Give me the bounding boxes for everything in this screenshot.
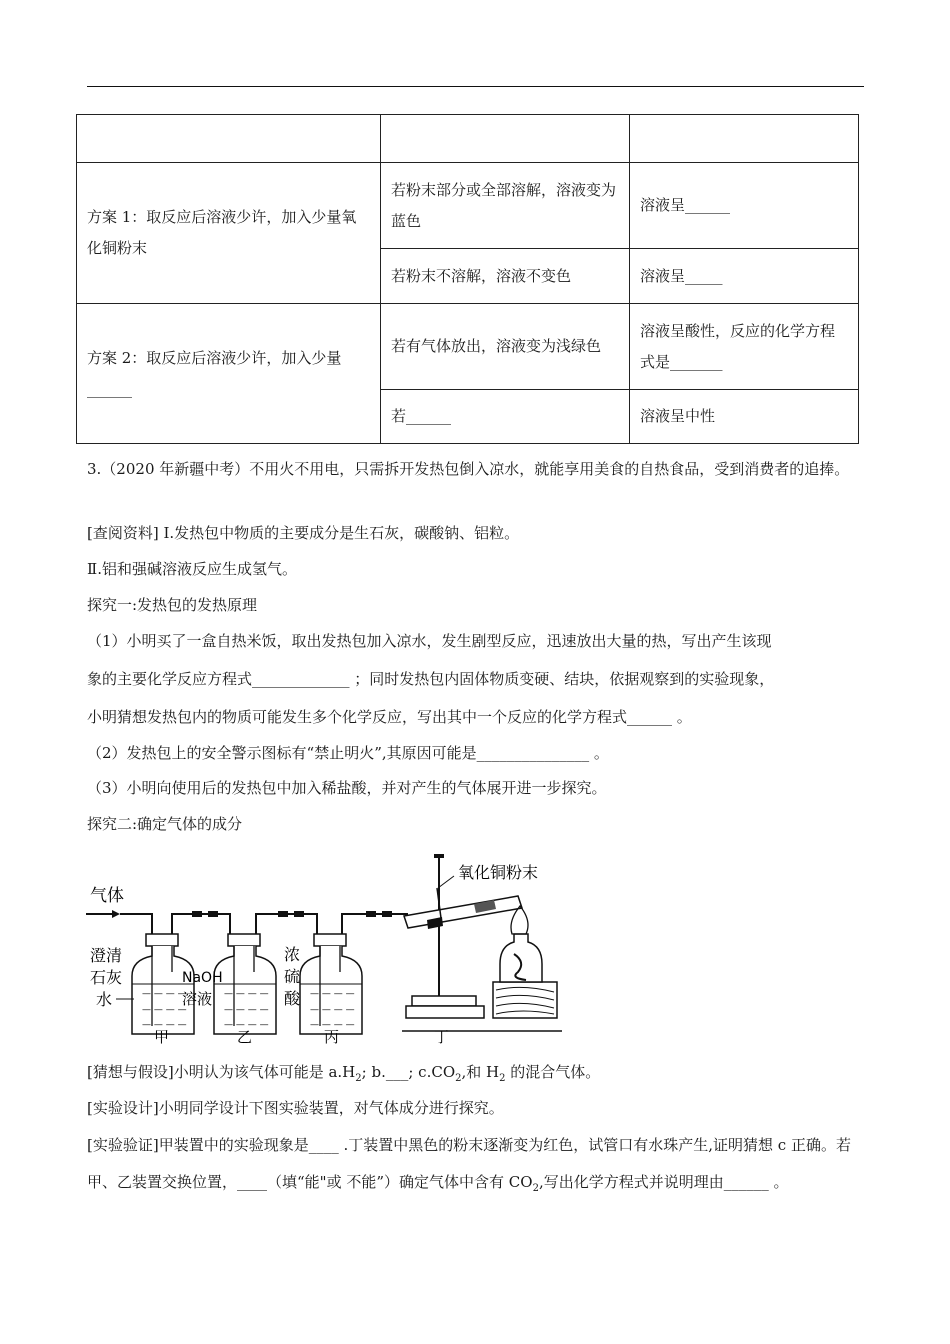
- answer-blank[interactable]: _____: [685, 266, 723, 285]
- h2so4-label-2: 硫: [284, 967, 301, 986]
- q1-line-1: （1）小明买了一盒自热米饭，取出发热包加入凉水，发生剧型反应，迅速放出大量的热，写出产生该现: [87, 632, 772, 650]
- inquiry-2-heading: 探究二:确定气体的成分: [87, 815, 243, 833]
- cuo-label: 氧化铜粉末: [458, 863, 539, 882]
- answer-blank[interactable]: ______: [406, 407, 452, 425]
- svg-text:— — — —: — — — —: [142, 989, 187, 999]
- experiment-table: [76, 114, 859, 444]
- table-header-cell: [381, 115, 630, 163]
- plan1-label: 方案 1：取反应后溶液少许，加入少量氧化铜粉末: [77, 163, 381, 304]
- limewater-label-2: 石灰: [90, 968, 123, 987]
- label-jia: 甲: [154, 1028, 170, 1046]
- reference-2: Ⅱ.铝和强碱溶液反应生成氢气。: [87, 560, 297, 578]
- svg-text:— — — —: — — — —: [224, 1005, 269, 1015]
- plan2-label: 方案 2：取反应后溶液少许，加入少量______: [77, 304, 381, 444]
- question-source: 3.（2020 年新疆中考）: [87, 460, 250, 478]
- label-ding: 丁: [434, 1028, 450, 1046]
- limewater-label-3: 水: [96, 990, 113, 1009]
- header-rule: [87, 86, 864, 87]
- svg-text:— — — —: — — — —: [224, 989, 269, 999]
- plan1-phenomenon-2: 若粉末不溶解，溶液不变色: [381, 249, 630, 304]
- inquiry-1-heading: 探究一:发热包的发热原理: [87, 596, 258, 614]
- label-bing: 丙: [324, 1028, 340, 1046]
- table-header-row: [77, 115, 859, 163]
- plan2-phenomenon-2: 若______: [381, 390, 630, 444]
- table-row: [77, 304, 859, 390]
- q3: （3）小明向使用后的发热包中加入稀盐酸，并对产生的气体展开进一步探究。: [87, 779, 607, 797]
- bottle-yi: [214, 934, 276, 1034]
- q2: （2）发热包上的安全警示图标有“禁止明火”,其原因可能是_______________ 。: [87, 744, 609, 762]
- q1-line-3: 小明猜想发热包内的物质可能发生多个化学反应，写出其中一个反应的化学方程式______ 。: [87, 708, 692, 726]
- table-header-cell: [77, 115, 381, 163]
- svg-text:— — — —: — — — —: [310, 1020, 355, 1030]
- naoh-label-2: 溶液: [182, 990, 213, 1008]
- plan1-phenomenon-1: 若粉末部分或全部溶解，溶液变为蓝色: [381, 163, 630, 249]
- arrow-icon: [112, 910, 120, 918]
- h2so4-label-1: 浓: [284, 945, 301, 964]
- svg-text:— — — —: — — — —: [142, 1020, 187, 1030]
- plan2-conclusion-2: 溶液呈中性: [630, 390, 859, 444]
- apparatus-ding: [402, 854, 562, 1031]
- plan2-conclusion-1: 溶液呈酸性，反应的化学方程式是_______: [630, 304, 859, 390]
- answer-blank[interactable]: ______: [685, 196, 731, 214]
- question-intro: 3.（2020 年新疆中考）不用火不用电，只需拆开发热包倒入凉水，就能享用美食的自热食品，受到消费者的追捧。: [87, 460, 850, 478]
- naoh-label-1: NaOH: [182, 970, 223, 986]
- table-header-cell: [630, 115, 859, 163]
- h2so4-label-3: 酸: [284, 989, 301, 1008]
- alcohol-lamp: [500, 934, 542, 982]
- svg-text:— — — —: — — — —: [142, 1005, 187, 1015]
- svg-text:— — — —: — — — —: [310, 1005, 355, 1015]
- apparatus-figure: [82, 846, 572, 1046]
- experiment-design: [实验设计]小明同学设计下图实验装置，对气体成分进行探究。: [87, 1099, 504, 1117]
- limewater-label-1: 澄清: [90, 946, 123, 965]
- q1-line-2: 象的主要化学反应方程式_____________ ；同时发热包内固体物质变硬、结块，依据观察到的实验现象，: [87, 670, 775, 688]
- experiment-verify: [实验验证]甲装置中的实验现象是____ .丁装置中黑色的粉末逐渐变为红色，试管口有水珠产生,证明猜想 c 正确。若甲、乙装置交换位置，____（填“能"或 不能”）确定气体中含有 $CO_2$,写出化学方程式并说明理由______ 。: [87, 1136, 851, 1194]
- gas-label: 气体: [90, 886, 124, 906]
- test-tube: [404, 896, 522, 928]
- bottle-bing: [300, 934, 362, 1034]
- answer-blank[interactable]: ______: [87, 379, 132, 398]
- svg-text:— — — —: — — — —: [310, 989, 355, 999]
- hypothesis: [猜想与假设]小明认为该气体可能是 $a.H_2$; b.___; $c.CO_2$,和 $H_2$ 的混合气体。: [87, 1063, 601, 1084]
- table-row: [77, 163, 859, 249]
- plan2-phenomenon-1: 若有气体放出，溶液变为浅绿色: [381, 304, 630, 390]
- plan1-conclusion-2: 溶液呈_____: [630, 249, 859, 304]
- label-yi: 乙: [237, 1028, 253, 1046]
- reference-1: [查阅资料] Ⅰ.发热包中物质的主要成分是生石灰，碳酸钠、铝粒。: [87, 524, 520, 542]
- plan1-conclusion-1: 溶液呈______: [630, 163, 859, 249]
- svg-text:— — — —: — — — —: [224, 1020, 269, 1030]
